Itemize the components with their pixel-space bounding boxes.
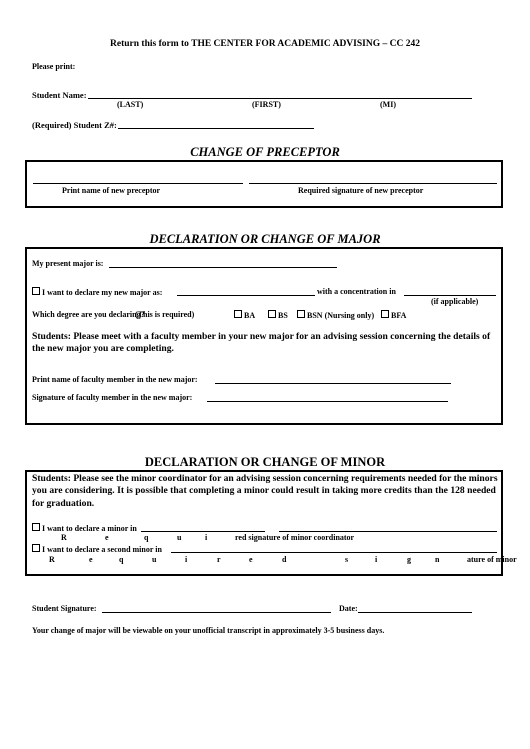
declare-second-minor-label: I want to declare a second minor in [42,545,162,554]
declare-major-row [32,287,162,297]
return-instructions: Return this form to THE CENTER FOR ACADEMIC ADVISING – CC 242 [110,39,420,49]
declare-minor-label: I want to declare a minor in [42,524,137,533]
new-major-field[interactable] [177,295,315,296]
concentration-label: with a concentration in [317,287,396,296]
name-last-caption: (LAST) [117,100,144,109]
ba-checkbox[interactable] [234,310,242,318]
student-z-label: (Required) Student Z#: [32,120,117,130]
preceptor-name-caption: Print name of new preceptor [62,186,161,195]
declare-second-minor-row [32,544,162,554]
degree-option-bfa[interactable]: BFA [381,310,406,320]
minor-field[interactable] [141,531,265,532]
declare-minor-checkbox[interactable] [32,523,40,531]
preceptor-signature-caption: Required signature of new preceptor [298,186,424,195]
student-signature-label: Student Signature: [32,604,97,613]
minor-students-note: Students: Please see the minor coordinator for an advising session concerning requirements needed for the minors you are considering. It is possible that completing a minor could result in taking more credits than the 128 needed for graduation. [32,473,498,509]
major-section-title: DECLARATION OR CHANGE OF MAJOR [149,232,381,246]
declare-major-label: I want to declare my new major as: [42,288,163,297]
preceptor-signature-field[interactable] [249,183,497,184]
degree-option-bsn[interactable]: BSN (Nursing only) [297,310,374,320]
date-label: Date: [339,604,358,613]
preceptor-section-title: CHANGE OF PRECEPTOR [190,145,340,159]
student-z-field[interactable] [118,128,314,129]
degree-option-bs[interactable]: BS [268,310,288,320]
degree-row [32,310,145,319]
declare-second-minor-checkbox[interactable] [32,544,40,552]
bsn-checkbox[interactable] [297,310,305,318]
declare-major-checkbox[interactable] [32,287,40,295]
minor-box [25,470,517,576]
name-mi-caption: (MI) [380,100,396,109]
degree-question: Which degree are you declaring? [32,310,145,319]
req-sig-row1: R e q u i [61,533,208,542]
bfa-checkbox[interactable] [381,310,389,318]
preceptor-name-field[interactable] [33,183,243,184]
req-sig-row1-rest: red signature of minor coordinator [235,533,355,542]
student-signature-field[interactable] [102,612,331,613]
minor-section-title: DECLARATION OR CHANGE OF MINOR [144,455,386,469]
major-box [25,247,503,425]
required-note: (This is required) [135,310,195,319]
preceptor-box [25,160,503,208]
faculty-print-label: Print name of faculty member in the new major: [32,375,198,384]
concentration-field[interactable] [404,295,496,296]
present-major-field[interactable] [109,267,337,268]
student-name-field[interactable] [88,98,472,99]
student-name-label: Student Name: [32,90,87,100]
present-major-label: My present major is: [32,259,104,268]
please-print-label: Please print: [32,62,76,71]
bs-checkbox[interactable] [268,310,276,318]
if-applicable-caption: (if applicable) [431,297,479,306]
name-first-caption: (FIRST) [252,100,281,109]
second-minor-field[interactable] [171,552,497,553]
faculty-signature-field[interactable] [207,401,448,402]
faculty-print-field[interactable] [215,383,451,384]
degree-option-ba[interactable]: BA [234,310,255,320]
req-sig-row2: R e q u i r e d s i g n ature of minor [49,555,517,564]
transcript-note: Your change of major will be viewable on your unofficial transcript in approximately 3-5 business days. [32,626,385,635]
major-students-note: Students: Please meet with a faculty member in your new major for an advising session concerning the details of the new major you are completing. [32,331,491,355]
minor-coordinator-signature-field[interactable] [279,531,497,532]
declare-minor-row [32,523,137,533]
date-field[interactable] [358,612,472,613]
faculty-signature-label: Signature of faculty member in the new major: [32,393,193,402]
